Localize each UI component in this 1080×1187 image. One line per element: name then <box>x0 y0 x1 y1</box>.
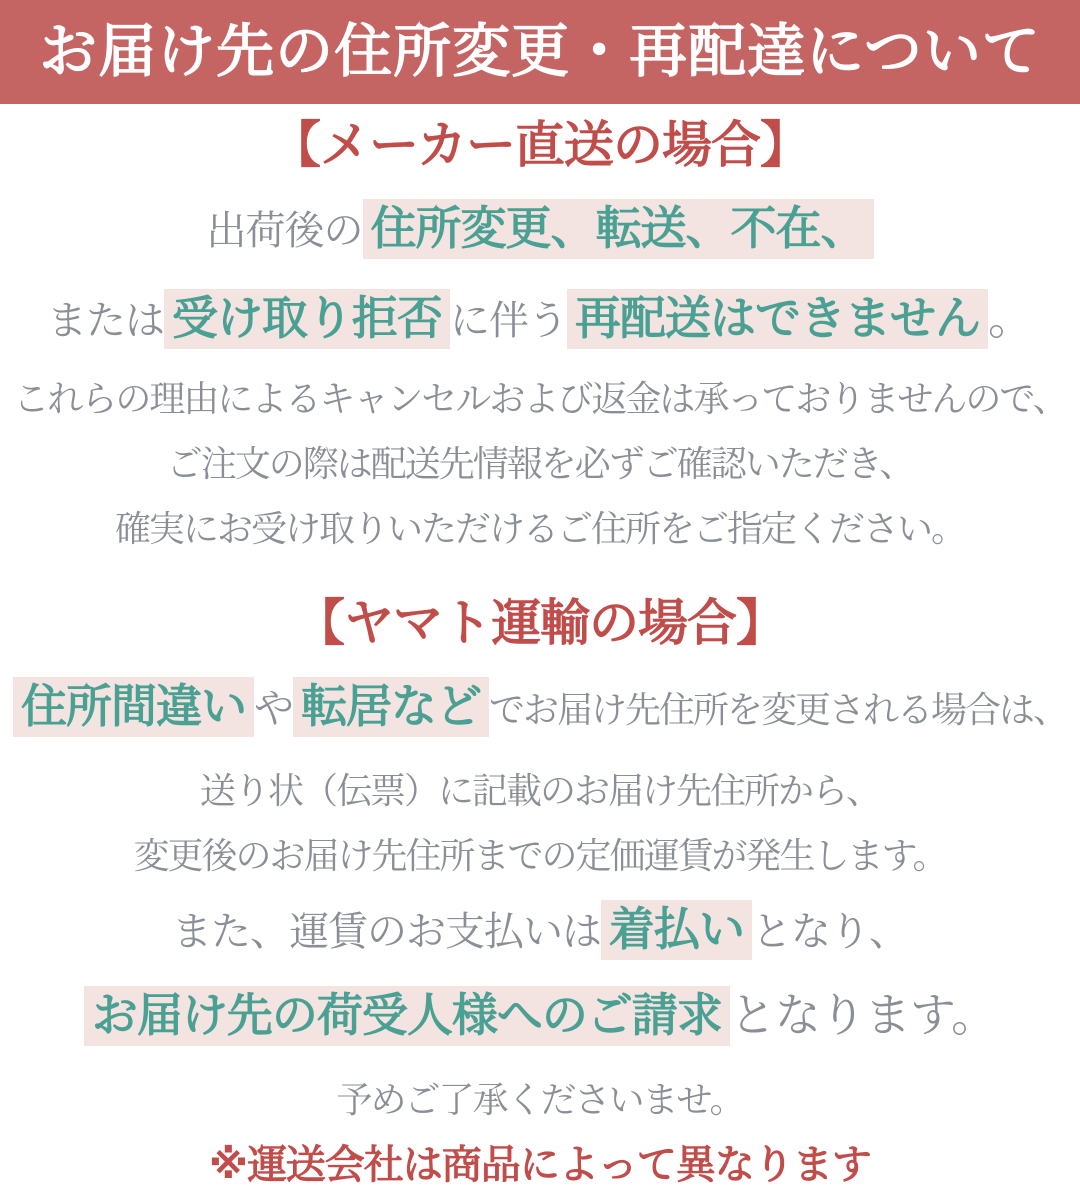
footnote: ※運送会社は商品によって異なります <box>209 1143 871 1187</box>
page-title: お届け先の住所変更・再配達について <box>39 19 1041 84</box>
footer <box>0 1143 1080 1187</box>
text-line <box>0 772 1080 818</box>
text-line <box>0 837 1080 883</box>
text-line <box>0 510 1080 556</box>
body-text: に伴う <box>450 299 567 343</box>
section-heading-maker-direct: 【メーカー直送の場合】 <box>271 117 809 173</box>
highlighted-text: 転居など <box>293 677 489 737</box>
section-yamato-lines <box>0 676 1080 1127</box>
text-line <box>0 985 1080 1057</box>
body-text: 。 <box>988 292 1033 344</box>
highlighted-text: 住所間違い <box>13 677 254 737</box>
section-heading-yamato: 【ヤマト運輸の場合】 <box>295 595 785 651</box>
text-line <box>0 1081 1080 1127</box>
body-text: または <box>47 299 164 343</box>
text-line <box>0 380 1080 426</box>
text-line <box>0 288 1080 360</box>
highlighted-text: 受け取り拒否 <box>164 289 450 349</box>
highlighted-text: 再配送はできません <box>567 289 988 349</box>
text-line <box>0 676 1080 748</box>
body-text: や <box>253 687 293 731</box>
body-text: となり、 <box>752 910 908 954</box>
body-text: でお届け先住所を変更される場合は、 <box>488 689 1067 730</box>
section-maker-direct-lines <box>0 198 1080 556</box>
banner <box>0 0 1080 104</box>
body-text: となります。 <box>729 989 997 1041</box>
highlighted-text: 着払い <box>601 900 752 960</box>
body-text: また、運賃のお支払いは <box>172 910 601 954</box>
text-line <box>0 198 1080 270</box>
body-text: 送り状（伝票）に記載のお届け先住所から、 <box>199 770 880 811</box>
body-text: 予めご了承くださいませ。 <box>336 1079 744 1120</box>
highlighted-text: お届け先の荷受人様へのご請求 <box>84 986 730 1046</box>
body-text: 確実にお受け取りいただけるご住所をご指定ください。 <box>114 508 965 549</box>
text-line <box>0 899 1080 971</box>
text-line <box>0 445 1080 491</box>
body-text: 変更後のお届け先住所までの定価運賃が発生します。 <box>133 835 947 876</box>
body-text: これらの理由によるキャンセルおよび返金は承っておりませんので、 <box>13 378 1067 419</box>
section-yamato <box>0 594 1080 1127</box>
body-text: 出荷後の <box>206 209 363 253</box>
body-text: ご注文の際は配送先情報を必ずご確認いただき、 <box>166 443 914 484</box>
section-maker-direct <box>0 116 1080 556</box>
highlighted-text: 住所変更、転送、不在、 <box>363 199 874 259</box>
